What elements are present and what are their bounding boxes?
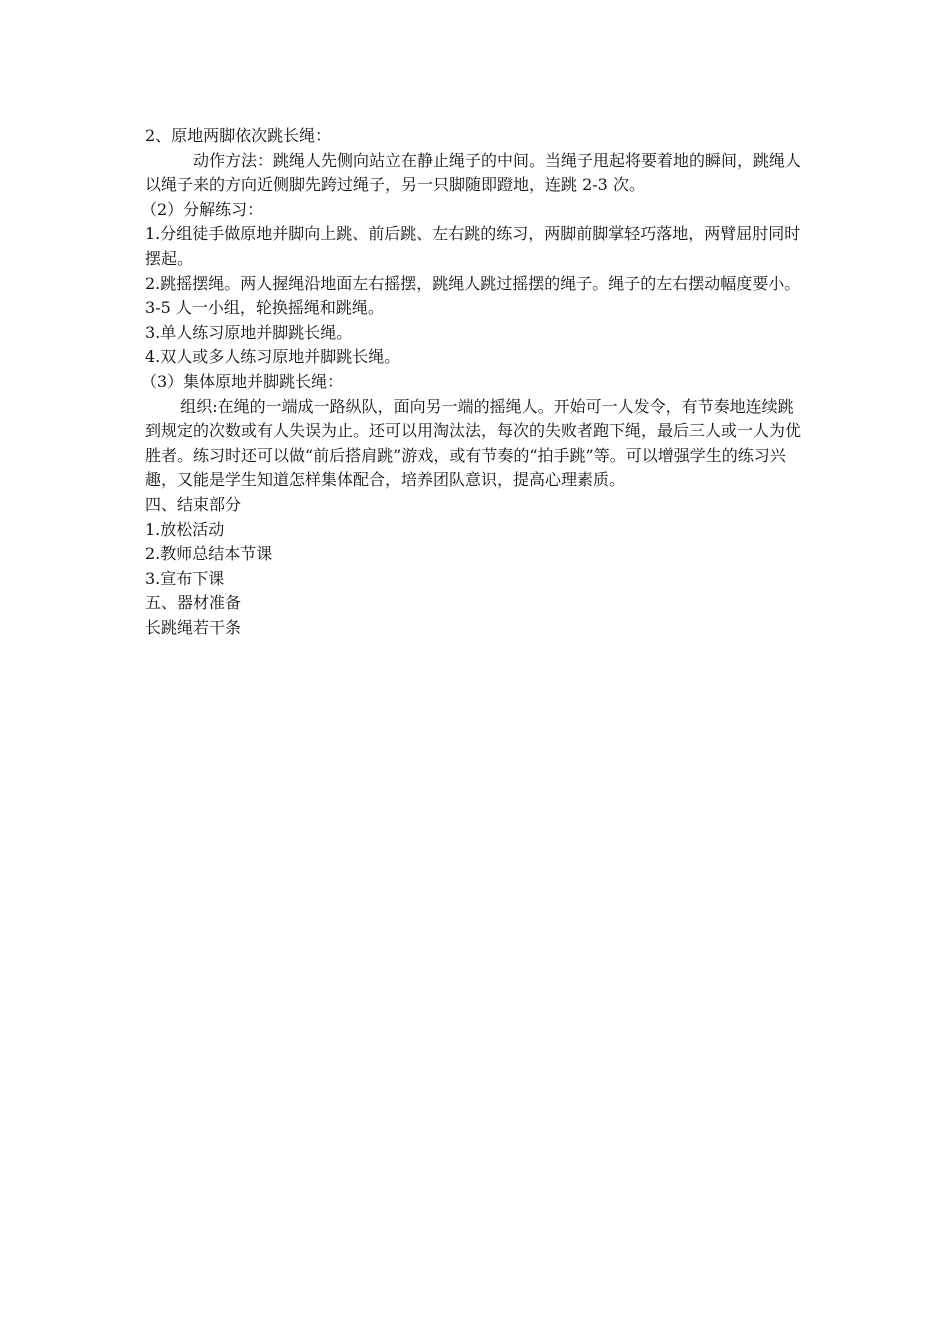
paragraph-action-method: 动作方法：跳绳人先侧向站立在静止绳子的中间。当绳子甩起将要着地的瞬间，跳绳人以绳子来的方向近侧脚先跨过绳子，另一只脚随即蹬地，连跳 2-3 次。 <box>145 150 802 195</box>
list-item-3: 3.单人练习原地并脚跳长绳。 <box>145 322 353 342</box>
list-item-4: 4.双人或多人练习原地并脚跳长绳。 <box>145 347 401 367</box>
equipment-item: 长跳绳若干条 <box>145 617 242 637</box>
section-heading-ending: 四、结束部分 <box>145 494 242 514</box>
section-heading-jump-alternate: 2、原地两脚依次跳长绳： <box>145 126 332 145</box>
list-item-2: 2.跳摇摆绳。两人握绳沿地面左右摇摆，跳绳人跳过摇摆的绳子。绳子的左右摆动幅度要小。3-5 人一小组，轮换摇绳和跳绳。 <box>145 273 801 318</box>
list-item-dismiss: 3.宣布下课 <box>145 568 225 588</box>
list-item-summary: 2.教师总结本节课 <box>145 544 273 564</box>
subheading-group-jump: （3）集体原地并脚跳长绳： <box>141 371 344 391</box>
list-item-relax: 1.放松活动 <box>145 519 225 539</box>
subheading-breakdown-practice: （2）分解练习： <box>141 199 264 219</box>
section-heading-equipment: 五、器材准备 <box>145 593 242 613</box>
list-item-1: 1.分组徒手做原地并脚向上跳、前后跳、左右跳的练习，两脚前脚掌轻巧落地，两臂屈肘同时摆起。 <box>145 224 801 268</box>
paragraph-organization: 组织:在绳的一端成一路纵队，面向另一端的摇绳人。开始可一人发令，有节奏地连续跳到规定的次数或有人失误为止。还可以用淘汰法，每次的失败者跑下绳，最后三人或一人为优胜者。练习时还可以做“前后搭肩跳”游戏，或有节奏的“拍手跳”等。可以增强学生的练习兴趣，又能是学生知道怎样集体配合，培养团队意识，提高心理素质。 <box>145 396 802 490</box>
document-body <box>141 124 809 640</box>
